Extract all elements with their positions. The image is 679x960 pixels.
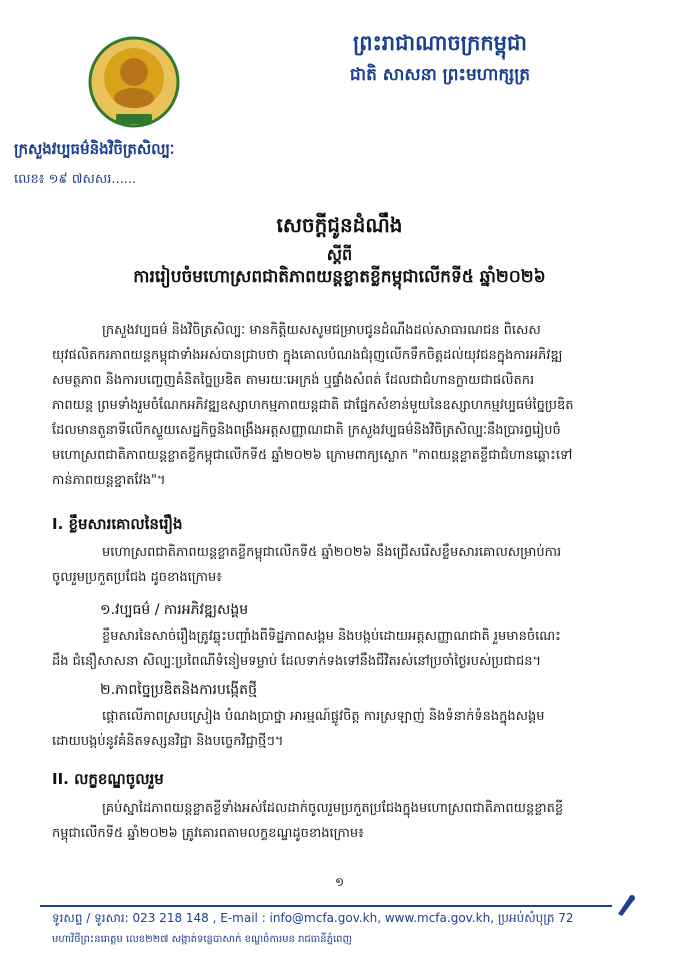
- subsection-1-paragraph: [52, 624, 632, 674]
- ministry-name: ក្រសួងវប្បធម៌និងវិចិត្រសិល្បៈ: [14, 140, 175, 158]
- reference-number: លេខ៖ ១៩ ៧សសរ......: [14, 172, 137, 187]
- pen-nib-icon: [612, 890, 640, 918]
- subsection-2-line: ផ្តោតលើភាពស្របស្រៀង បំណងប្រាថ្នា អារម្មណ៍ផ្លូវចិត្ត ការស្រឡាញ់ និងទំនាក់ទំនងក្នុងសង្គម: [102, 709, 545, 724]
- subsection-2-heading: ២.ភាពច្នៃប្រឌិតនិងការបង្កើតថ្មី: [100, 682, 257, 698]
- document-title: សេចក្តីជូនដំណឹង: [276, 213, 403, 237]
- footer-contact: ទូរសព្ទ / ទូរសារ: 023 218 148 , E-mail : info@mcfa.gov.kh, www.mcfa.gov.kh, ប្រអប់សំបុត្រ 72: [52, 911, 574, 925]
- intro-line: សមត្ថភាព និងការបញ្ចេញគំនិតច្នៃប្រឌិត តាមរយៈអេក្រង់ ឬផ្ទាំងសំពត់ ដែលជាជំហានក្លាយជាផលិតករ: [52, 373, 535, 388]
- section-2-paragraph: [52, 796, 632, 846]
- intro-paragraph: [52, 318, 632, 493]
- section-2-line: គ្រប់ស្នាដៃភាពយន្តខ្លាតខ្លីទាំងអស់ដែលដាក់ចូលរួមប្រកួតប្រជែងក្នុងមហោស្រពជាតិភាពយន្តខ្លាតខ្លី: [102, 801, 564, 816]
- subsection-1-line: ខ្លឹមសារនៃសាច់រឿងត្រូវឆ្លុះបញ្ចាំងពីទិដ្ឋភាពសង្គម និងបង្កប់ដោយអត្តសញ្ញាណជាតិ រួមមានចំណេះ: [102, 629, 561, 644]
- section-2-line: កម្ពុជាលើកទី៥ ឆ្នាំ២០២៦ ត្រូវគោរពតាមលក្ខខណ្ឌដូចខាងក្រោម៖: [52, 826, 364, 841]
- section-2-heading: II. លក្ខខណ្ឌចូលរួម: [52, 770, 164, 788]
- intro-line: ភាពយន្ត ព្រមទាំងរួមចំណែកអភិវឌ្ឍឧស្សាហកម្មភាពយន្តជាតិ ជាផ្នែកសំខាន់មួយនៃឧស្សាហកម្មវប្បធម៌ច្នៃប្រឌិត: [52, 398, 574, 413]
- kingdom-title: ព្រះរាជាណាចក្រកម្ពុជា: [352, 31, 527, 55]
- intro-line: យុវផលិតករភាពយន្តកម្ពុជាទាំងអស់បានជ្រាបថា ក្នុងគោលបំណងជំរុញលើកទឹកចិត្តដល់យុវជនក្នុងការអភិវឌ្ឍ: [52, 348, 563, 363]
- national-motto: ជាតិ សាសនា ព្រះមហាក្សត្រ: [349, 65, 531, 85]
- intro-line: កាន់ភាពយន្តខ្នាតវែង"។: [52, 473, 166, 488]
- subsection-2-line: ដោយបង្កប់នូវគំនិតទស្សនវិជ្ជា និងបច្ចេកវិជ្ជាថ្មីៗ។: [52, 734, 284, 749]
- subsection-2-paragraph: [52, 704, 632, 754]
- footer-address: មហាវិថីព្រះនរោត្តម លេខ២២៧ សង្កាត់ទន្លេបាសាក់ ខណ្ឌចំការមន រាជធានីភ្នំពេញ: [52, 934, 353, 945]
- page-number: ១: [334, 875, 345, 889]
- intro-line: មហោស្រពជាតិភាពយន្តខ្លាតខ្លីកម្ពុជាលើកទី៥ ឆ្នាំ២០២៦ ក្រោមពាក្យស្លោក "ភាពយន្តខ្លាតខ្លីជាជំហានឆ្ពោះទៅ: [52, 448, 573, 463]
- footer-divider: [40, 905, 612, 907]
- intro-line: ដែលមានតួនាទីលើកស្ទួយសេដ្ឋកិច្ចនិងពង្រឹងអត្តសញ្ញាណជាតិ ក្រសួងវប្បធម៌និងវិចិត្រសិល្បៈនឹងប្រារព្ធរៀបចំ: [52, 423, 561, 438]
- document-about: ស្តីពី: [326, 245, 353, 264]
- ministry-logo: [86, 36, 182, 132]
- intro-line: ក្រសួងវប្បធម៌ និងវិចិត្រសិល្បៈ មានកិត្តិយសសូមជម្រាបជូនដំណឹងដល់សាធារណជន ពិសេស: [102, 323, 541, 338]
- section-1-line: មហោស្រពជាតិភាពយន្តខ្លាតខ្លីកម្ពុជាលើកទី៥ ឆ្នាំ២០២៦ នឹងជ្រើសរើសខ្លឹមសារគោលសម្រាប់ការ: [102, 545, 562, 560]
- subsection-1-heading: ១.វប្បធម៌ / ការអភិវឌ្ឍសង្គម: [100, 602, 249, 618]
- section-1-paragraph: [52, 540, 632, 590]
- document-subject: ការរៀបចំមហោស្រពជាតិភាពយន្តខ្លាតខ្លីកម្ពុជាលើកទី៥ ឆ្នាំ២០២៦: [133, 267, 546, 287]
- section-1-line: ចូលរួមប្រកួតប្រជែង ដូចខាងក្រោម៖: [52, 570, 222, 585]
- subsection-1-line: ដឹង ជំនឿសាសនា សិល្បៈប្រពៃណីទំនៀមទម្លាប់ ដែលទាក់ទងទៅនឹងជីវិតរស់នៅប្រចាំថ្ងៃរបស់ប្រជាជន។: [52, 654, 542, 669]
- section-1-heading: I. ខ្លឹមសារគោលនៃរឿង: [52, 515, 183, 533]
